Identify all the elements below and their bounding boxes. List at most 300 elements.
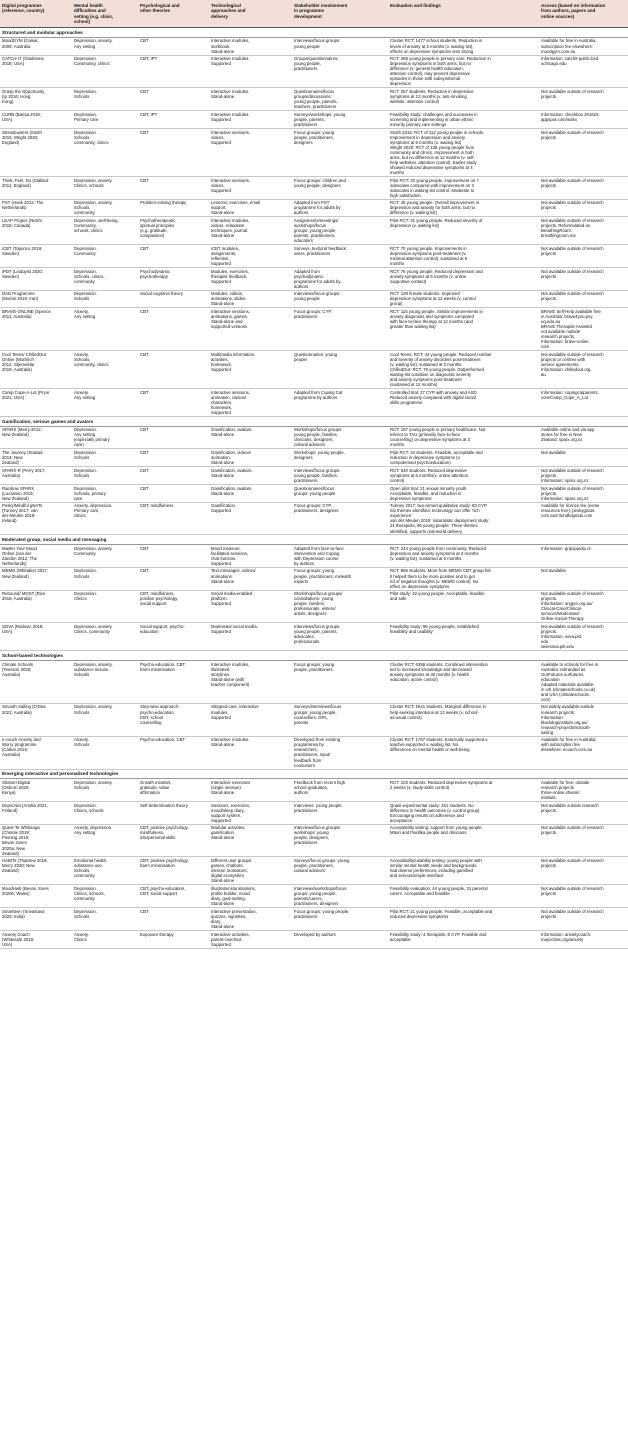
difficulties-cell <box>72 484 138 502</box>
cell-line: chat function. <box>211 555 237 561</box>
cell-line: 2019; Australia) <box>2 367 32 373</box>
difficulties-cell <box>72 779 138 802</box>
cell-line: depression symptoms post-treatment (v. <box>390 250 467 256</box>
cell-line: gratitude, value <box>140 784 170 790</box>
difficulties-cell <box>72 623 138 651</box>
programme-cell <box>0 37 72 55</box>
difficulties-cell <box>72 308 138 351</box>
access-cell <box>539 55 628 88</box>
approach-cell <box>209 217 292 245</box>
column-header-difficulties <box>72 0 138 28</box>
cell-line: Growth mindset, <box>140 779 172 785</box>
access-cell <box>539 267 628 290</box>
cell-line: control) <box>390 477 405 483</box>
cell-line: Open pilot trial: 21 sexual minority youth. <box>390 485 468 491</box>
table-header <box>0 0 628 28</box>
cell-line: Social support, psycho- <box>140 624 185 630</box>
column-header-access <box>539 0 628 28</box>
theories-cell <box>138 37 209 55</box>
cell-line: cultural advisors <box>294 868 326 874</box>
cell-line: with face-to-face therapy at 12 months (and <box>390 319 473 325</box>
cell-line: Not available outside of research <box>541 218 604 224</box>
cell-line: practitioners, input/ <box>294 752 331 758</box>
cell-line: compassion) <box>140 233 165 239</box>
cell-line: help-seeking intentions at 12 weeks (v. school- <box>390 709 479 715</box>
cell-line: Interviews/focus groups: <box>294 624 341 630</box>
cell-line: had diverse preferences, including gamified <box>390 868 473 874</box>
cell-line: workbook. <box>211 43 231 49</box>
findings-cell <box>388 267 539 290</box>
cell-line: screening and implementing in urban ethnic <box>390 116 474 122</box>
access-cell <box>539 623 628 651</box>
table-row <box>0 908 628 931</box>
cell-line: and serious/simple interface <box>390 873 444 879</box>
cell-line: Any setting <box>74 432 96 438</box>
cell-line: 21 therapists, 95 young people. Three themes <box>390 523 478 529</box>
cell-line: Stand-alone <box>211 923 235 929</box>
cell-line: CBT, social support <box>140 891 178 897</box>
cell-line: practitioners <box>294 66 318 72</box>
stakeholder-cell <box>292 484 388 502</box>
cell-line: Depression. <box>74 111 97 117</box>
stakeholder-cell <box>292 824 388 857</box>
cell-line: USA) <box>2 941 13 947</box>
cell-line: Gamification, avatars. <box>211 427 253 433</box>
cell-line: positive psychology, <box>140 596 179 602</box>
stakeholder-cell <box>292 908 388 931</box>
cell-line: harm minimisation <box>140 666 175 672</box>
cell-line: SPARX (Merry 2012; <box>2 427 42 433</box>
approach-cell <box>209 467 292 485</box>
stakeholder-cell <box>292 801 388 824</box>
cell-line: community, clinics <box>74 362 109 368</box>
table-row <box>0 176 628 199</box>
cell-line: Schools <box>74 296 90 302</box>
cell-line: supported versions <box>211 324 248 330</box>
table-row <box>0 111 628 129</box>
section-title: Gamification, serious games and avatars <box>0 417 628 427</box>
cell-line: uq.edu.au <box>541 319 561 325</box>
cell-line: edu <box>541 639 549 645</box>
programme-cell <box>0 290 72 308</box>
findings-cell <box>388 590 539 623</box>
access-cell <box>539 703 628 736</box>
cell-line: subscales compared with improvement on 3 <box>390 182 474 188</box>
stakeholder-cell <box>292 351 388 389</box>
column-header-line: Psychological and <box>140 3 180 8</box>
cell-line: Depression. <box>74 467 97 473</box>
cell-line: community <box>74 278 95 284</box>
programme-cell <box>0 467 72 485</box>
cell-line: people, practitioners, mHealth <box>294 573 352 579</box>
cell-line: anxiety symptoms at 30 months (v. health <box>390 671 469 677</box>
cell-line: effect on depressive symptoms <box>390 583 450 589</box>
difficulties-cell <box>72 55 138 88</box>
cell-line: Workshops: young people, <box>294 450 345 456</box>
difficulties-cell <box>72 908 138 931</box>
cell-line: LEAP Project (Rickhi <box>2 218 42 224</box>
cell-line: groups: young people, <box>294 709 337 715</box>
cell-line: mindfulness, <box>140 830 165 836</box>
cell-line: and USA (climateschools. <box>541 691 590 697</box>
findings-cell <box>388 703 539 736</box>
section-header-row <box>0 651 628 661</box>
cell-line: CBT <box>140 38 149 44</box>
approach-cell <box>209 267 292 290</box>
cell-line: Depression. <box>74 485 97 491</box>
cell-line: Schools, <box>74 205 91 211</box>
cell-line: harm minimisation <box>140 863 175 869</box>
stakeholder-cell <box>292 290 388 308</box>
cell-line: Not available <box>541 450 566 456</box>
cell-line: programme for adults by <box>294 278 341 284</box>
stakeholder-cell <box>292 857 388 885</box>
cell-line: Gamification, avatars. <box>211 485 253 491</box>
cell-line: advocates, <box>294 634 315 640</box>
cell-line: minority primary care settings <box>390 121 447 127</box>
section-header-row <box>0 769 628 779</box>
cell-line: arms, but no difference at 12 months (v. self- <box>390 154 475 160</box>
theories-cell <box>138 567 209 590</box>
cell-line: young people <box>294 43 320 49</box>
cell-line: Stand-alone <box>211 878 235 884</box>
cell-line: Exposure therapy <box>140 931 174 937</box>
cell-line: Stand-alone <box>211 460 235 466</box>
cell-line: Focus groups: young <box>294 568 335 574</box>
theories-cell <box>138 502 209 535</box>
cell-line: videos. <box>211 182 225 188</box>
cell-line: 2020a; New <box>2 845 25 851</box>
access-cell <box>539 857 628 885</box>
cell-line: projects <box>541 205 557 211</box>
cell-line: young people, <box>294 61 321 67</box>
findings-cell <box>388 502 539 535</box>
column-header-line: Stakeholder involvement <box>294 3 348 8</box>
findings-cell <box>388 623 539 651</box>
programme-cell <box>0 590 72 623</box>
cell-line: RCT: 76 young people. Reduced depression and <box>390 268 483 274</box>
stakeholder-cell <box>292 245 388 268</box>
cell-line: and safe <box>390 596 407 602</box>
cell-line: appspot.com/index <box>541 116 578 122</box>
theories-cell <box>138 484 209 502</box>
findings-cell <box>388 176 539 199</box>
table-row <box>0 703 628 736</box>
access-cell <box>539 484 628 502</box>
theories-cell <box>138 857 209 885</box>
cell-line: Adapted from PST <box>294 200 330 206</box>
theories-cell <box>138 426 209 449</box>
cell-line: Any setting <box>74 43 96 49</box>
cell-line: Tunney 2017: two-armed qualitative study: 93 CYP. <box>390 503 488 509</box>
cell-line: consumers <box>294 762 316 768</box>
cell-line: practitioners <box>294 121 318 127</box>
programme-cell <box>0 449 72 467</box>
cell-line: substance use. <box>74 863 103 869</box>
cell-line: Ireland) <box>2 518 17 524</box>
cell-line: CBT <box>140 309 149 315</box>
theories-cell <box>138 389 209 417</box>
cell-line: group) <box>390 301 403 307</box>
cell-line: difference in health outcomes (v. control group). <box>390 807 481 813</box>
stakeholder-cell <box>292 590 388 623</box>
cell-line: profile builder, mood <box>211 891 250 897</box>
cell-line: Not available outside of research <box>541 591 604 597</box>
cell-line: depression and anxiety symptoms at 3 months <box>390 550 479 556</box>
cell-line: (Moeini 2019; Iran) <box>2 296 39 302</box>
cell-line: practitioners <box>294 807 318 813</box>
cell-line: Improvement in depression and anxiety <box>390 134 465 140</box>
table-row <box>0 545 628 568</box>
cell-line: depressive symptoms <box>390 495 432 501</box>
cell-line: Stand-alone <box>211 48 235 54</box>
table-row <box>0 449 628 467</box>
cell-line: 2020b; Wales) <box>2 891 30 897</box>
approach-cell <box>209 111 292 129</box>
cell-line: by authors <box>294 560 315 566</box>
cell-line: Cool Teens: RCT: 43 young people. Reduced number <box>390 352 492 358</box>
cell-line: Supported <box>211 560 231 566</box>
section-title: Emerging interactive and personalised technologies <box>0 769 628 779</box>
theories-cell <box>138 128 209 176</box>
cell-line: resources free): peskygnats. <box>541 508 596 514</box>
cell-line: Primary care <box>74 116 99 122</box>
cell-line: Supported <box>211 139 231 145</box>
cell-line: professionals, writers/ <box>294 606 336 612</box>
cell-line: uchicago.edu <box>541 61 567 67</box>
findings-cell <box>388 37 539 55</box>
stakeholder-cell <box>292 703 388 736</box>
difficulties-cell <box>72 801 138 824</box>
cell-line: videos. <box>211 134 225 140</box>
table-row <box>0 736 628 769</box>
difficulties-cell <box>72 290 138 308</box>
cell-line: Not available outside of research <box>541 291 604 297</box>
cell-line: Clinics, schools, <box>74 891 105 897</box>
programme-cell <box>0 267 72 290</box>
cell-line: Workshops/focus groups: <box>294 427 343 433</box>
cell-line: parents <box>294 719 309 725</box>
cell-line: 2009; Australia <box>2 43 31 49</box>
findings-cell <box>388 930 539 948</box>
cell-line: Stand-alone (with <box>211 676 245 682</box>
cell-line: Stand-alone <box>211 472 235 478</box>
theories-cell <box>138 590 209 623</box>
table-row <box>0 590 628 623</box>
cell-line: characters, <box>211 400 233 406</box>
access-cell <box>539 290 628 308</box>
cell-line: cultural advisors <box>294 442 326 448</box>
cell-line: Merry 2020; New <box>2 863 35 869</box>
cell-line: people, practitioners <box>294 666 333 672</box>
cell-line: Moderated social media. <box>211 624 258 630</box>
cell-line: young people <box>294 296 320 302</box>
cell-line: Interactive modules. <box>211 737 250 743</box>
difficulties-cell <box>72 128 138 176</box>
cell-line: support system. <box>211 812 242 818</box>
programme-cell <box>0 703 72 736</box>
cell-line: blackdoginstitute.org.au/ <box>541 719 588 725</box>
cell-line: Zealand: sparx.org.nz <box>541 437 583 443</box>
cell-line: groups: young people, <box>294 891 337 897</box>
cell-line: USA) <box>2 116 13 122</box>
cell-line: Social cognitive theory <box>140 291 183 297</box>
cell-line: Groups/questionnaires: <box>294 56 339 62</box>
cell-line: Anxiety. <box>74 352 89 358</box>
cell-line: Depression, anxiety. <box>74 779 113 785</box>
cell-line: (sustained at 12 months) <box>390 382 438 388</box>
cell-line: animation. <box>211 455 231 461</box>
cell-line: The Journey (Stasiak <box>2 450 43 456</box>
cell-line: Schools, primary <box>74 490 106 496</box>
theories-cell <box>138 308 209 351</box>
cell-line: Interactive modules. <box>211 56 250 62</box>
cell-line: Fleming 2019; <box>2 835 30 841</box>
cell-line: Cluster RCT: 1767 students. Externally supported v. <box>390 737 489 743</box>
cell-line: Focus groups: children and <box>294 177 346 183</box>
table-row <box>0 857 628 885</box>
cell-line: Depression, anxiety. <box>74 624 113 630</box>
cell-line: it helped them to be more positive and to get <box>390 573 475 579</box>
cell-line: Feasibility evaluation; 44 young people, 31 parents/ <box>390 885 488 891</box>
cell-line: CBT <box>140 568 149 574</box>
access-cell <box>539 389 628 417</box>
cell-line: service agreements. <box>541 362 580 368</box>
cell-line: identified, supports real-world delivery <box>390 528 463 534</box>
cell-line: Questionnaires: young <box>294 352 337 358</box>
cell-line: homework. <box>211 405 233 411</box>
column-header-line: in programme <box>294 8 325 14</box>
cell-line: Text messages, videos/ <box>211 568 256 574</box>
section-header-row <box>0 28 628 38</box>
cell-line: Quasi-experimental study: 151 students. No <box>390 802 474 808</box>
cell-line: projects. <box>541 472 558 478</box>
cell-line: Clinics <box>74 596 87 602</box>
findings-cell <box>388 567 539 590</box>
stakeholder-cell <box>292 37 388 55</box>
findings-cell <box>388 199 539 217</box>
column-header-line: Evaluation and findings <box>390 3 441 8</box>
difficulties-cell <box>72 567 138 590</box>
cell-line: RCT: 855 students. More from MEMO CBT group felt <box>390 568 491 574</box>
cell-line: (v. waiting list), sustained at 3 months. <box>390 362 463 368</box>
cell-line: RCT: 70 young people. Improvements in <box>390 245 467 251</box>
findings-cell <box>388 484 539 502</box>
cell-line: CBT, mindfulness, <box>140 591 175 597</box>
cell-line: workshops: young <box>294 830 329 836</box>
cell-line: subscription fee elsewhere: <box>541 43 594 49</box>
cell-line: institute. <box>541 794 558 800</box>
cell-line: Social media-enabled <box>211 591 253 597</box>
cell-line: Any setting <box>74 394 96 400</box>
approach-cell <box>209 623 292 651</box>
cell-line: education <box>541 676 560 682</box>
access-cell <box>539 351 628 389</box>
cell-line: young people, families, <box>294 432 338 438</box>
cell-line: projects <box>541 830 557 836</box>
cell-line: practitioners, designers <box>294 508 339 514</box>
cell-line: Depression, anxiety. <box>74 200 113 206</box>
cell-line: subscales in waiting-list control. Moderate to <box>390 187 475 193</box>
cell-line: Anxiety. <box>74 737 89 743</box>
cell-line: differences on mental health or well-being <box>390 747 470 753</box>
cell-line: programme by authors <box>294 394 338 400</box>
cell-line: Depression. <box>74 450 97 456</box>
cell-line: Not available outside of research <box>541 885 604 891</box>
difficulties-cell <box>72 199 138 217</box>
cell-line: Australia) <box>2 671 21 677</box>
programme-cell <box>0 623 72 651</box>
cell-line: Psychotherapeutic <box>140 218 176 224</box>
cell-line: Depression, anxiety. <box>74 704 113 710</box>
cell-line: Surveys/focus groups: young <box>294 858 350 864</box>
theories-cell <box>138 88 209 111</box>
cell-line: digital ecosystem. <box>211 873 246 879</box>
cell-line: showed reduced depressive symptoms at 4 <box>390 164 473 170</box>
cell-line: Interactive exercises <box>211 779 251 785</box>
cell-line: Gamification, videos/ <box>211 450 251 456</box>
table-row <box>0 930 628 948</box>
theories-cell <box>138 930 209 948</box>
findings-cell <box>388 660 539 703</box>
cell-line: Stand-alone <box>211 94 235 100</box>
cell-line: projects <box>541 807 557 813</box>
cell-line: Schools, <box>74 134 91 140</box>
access-cell <box>539 217 628 245</box>
cell-line: Not available outside of research <box>541 485 604 491</box>
stakeholder-cell <box>292 111 388 129</box>
cell-line: mayoclinic.org/anxiety <box>541 936 584 942</box>
cell-line: Schools, <box>74 868 91 874</box>
table-row <box>0 824 628 857</box>
programme-cell <box>0 885 72 908</box>
theories-cell <box>138 290 209 308</box>
cell-line: anxiety symptoms at 6 months (v. online <box>390 273 467 279</box>
cell-line: Depis.Net (Arnitta 2021, <box>2 802 48 808</box>
cell-line: authors <box>294 789 309 795</box>
programme-cell <box>0 199 72 217</box>
approach-cell <box>209 824 292 857</box>
cell-line: 2021; Australia) <box>2 709 32 715</box>
cell-line: community <box>74 896 95 902</box>
cell-line: Any setting <box>74 314 96 320</box>
cell-line: depression symptoms in both arms, but no <box>390 61 471 67</box>
access-cell <box>539 824 628 857</box>
cell-line: Not available outside of research <box>541 177 604 183</box>
cell-line: people, designers, <box>294 835 330 841</box>
cell-line: Wright 2020: RCT of 139 young people from <box>390 144 475 150</box>
cell-line: Supported <box>211 410 231 416</box>
cell-line: RCT: 369 young people in primary care. Reduction in <box>390 56 491 62</box>
cell-line: RCT: 128 female students. Improved <box>390 291 460 297</box>
cell-line: breathingroom.me <box>541 233 576 239</box>
cell-line: Step-wise approach: <box>140 704 180 710</box>
cell-line: Information: sova.pitt. <box>541 634 583 640</box>
stakeholder-cell <box>292 449 388 467</box>
cell-line: stores for free in New <box>541 432 582 438</box>
cell-line: education, active control) <box>390 676 438 682</box>
cell-line: projects <box>541 891 557 897</box>
cell-line: Supported <box>211 714 231 720</box>
stakeholder-cell <box>292 199 388 217</box>
cell-line: clinicians, designers, <box>294 437 334 443</box>
programme-cell <box>0 55 72 88</box>
cell-line: Emotional health, <box>74 858 108 864</box>
stakeholder-cell <box>292 779 388 802</box>
cell-line: com/Camp_Cope_A_Lot <box>541 394 589 400</box>
cell-line: symptoms at 12 months (v. anti-smoking <box>390 94 467 100</box>
cell-line: Adapted from <box>294 268 320 274</box>
